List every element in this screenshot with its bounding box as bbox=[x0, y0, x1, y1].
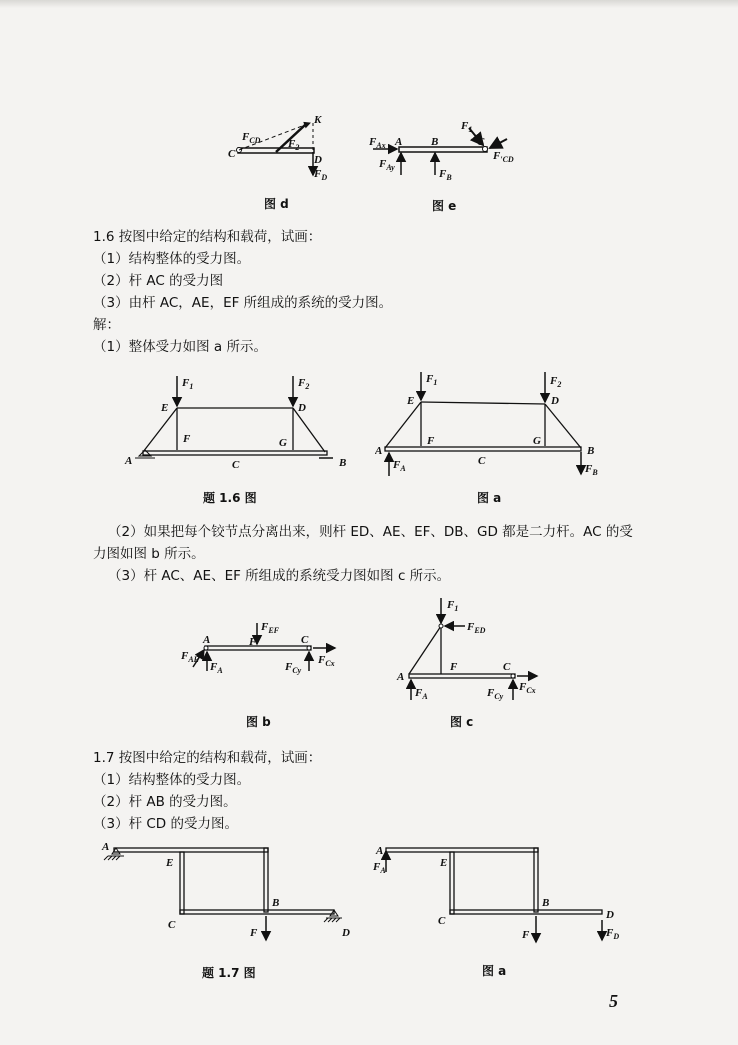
label-f2: $F_2$ bbox=[298, 377, 310, 391]
svg-text:F: F bbox=[522, 929, 530, 941]
figure-b-diagram bbox=[175, 615, 345, 690]
label-fcd: $F_{CD}$ bbox=[242, 131, 261, 145]
caption-fig-1-7: 题 1.7 图 bbox=[202, 966, 256, 980]
svg-text:A: A bbox=[397, 671, 405, 683]
svg-text:A: A bbox=[203, 634, 211, 646]
svg-text:B: B bbox=[587, 445, 595, 457]
svg-text:C: C bbox=[478, 455, 486, 467]
problem-1-6-item-3: （3）由杆 AC，AE，EF 所组成的系统的受力图。 bbox=[93, 295, 393, 311]
svg-text:B: B bbox=[339, 457, 347, 469]
svg-text:E: E bbox=[440, 857, 448, 869]
caption-fig-1-6: 题 1.6 图 bbox=[203, 491, 257, 505]
svg-text:B: B bbox=[431, 136, 439, 148]
label-fax: $F_{Ax}$ bbox=[369, 136, 386, 150]
svg-text:B: B bbox=[272, 897, 280, 909]
label-fcx: $F_{Cx}$ bbox=[519, 681, 536, 695]
svg-text:C: C bbox=[477, 136, 485, 148]
caption-fig-e: 图 e bbox=[432, 199, 457, 213]
label-fef: $F_{EF}$ bbox=[261, 621, 280, 635]
problem-1-7-item-1: （1）结构整体的受力图。 bbox=[93, 772, 251, 788]
solution-2b: 力图如图 b 所示。 bbox=[93, 546, 205, 562]
svg-text:C: C bbox=[232, 459, 240, 471]
svg-text:A: A bbox=[375, 445, 383, 457]
problem-1-7-title: 1.7 按图中给定的结构和载荷，试画： bbox=[93, 750, 322, 766]
svg-text:F: F bbox=[450, 661, 458, 673]
svg-text:B: B bbox=[542, 897, 550, 909]
solution-label: 解： bbox=[93, 317, 120, 333]
svg-text:E: E bbox=[407, 395, 415, 407]
svg-text:D: D bbox=[314, 154, 322, 166]
label-fcy: $F_{Cy}$ bbox=[285, 661, 302, 675]
label-fd: $F_D$ bbox=[606, 927, 620, 941]
label-fay: $F_{Ay}$ bbox=[379, 158, 395, 172]
svg-text:F: F bbox=[183, 433, 191, 445]
label-f2: $F_2$ bbox=[550, 375, 562, 389]
label-f1: $F_1$ bbox=[182, 377, 194, 391]
label-fa: $F_A$ bbox=[415, 687, 428, 701]
svg-text:C: C bbox=[301, 634, 309, 646]
svg-text:K: K bbox=[314, 114, 322, 126]
label-f1: $F_1$ bbox=[447, 599, 459, 613]
svg-text:E: E bbox=[161, 402, 169, 414]
force-fcd-prime-arrow bbox=[490, 139, 507, 148]
svg-text:C: C bbox=[228, 148, 236, 160]
svg-text:D: D bbox=[606, 909, 614, 921]
figure-d-diagram bbox=[210, 110, 340, 185]
label-fb: $F_B$ bbox=[585, 463, 598, 477]
figure-1-7-diagram bbox=[100, 840, 360, 950]
svg-text:G: G bbox=[533, 435, 541, 447]
label-fae: $F_{AE}$ bbox=[181, 650, 200, 664]
caption-fig-c: 图 c bbox=[450, 715, 474, 729]
problem-1-7-item-3: （3）杆 CD 的受力图。 bbox=[93, 816, 238, 832]
solution-2a: （2）如果把每个铰节点分离出来，则杆 ED、AE、EF、DB、GD 都是二力杆。AC 的受 bbox=[108, 524, 633, 540]
problem-1-6-item-2: （2）杆 AC 的受力图 bbox=[93, 273, 224, 289]
caption-fig-d: 图 d bbox=[264, 197, 289, 211]
caption-fig-b: 图 b bbox=[246, 715, 271, 729]
label-fa: $F_A$ bbox=[373, 861, 386, 875]
label-fd: $F_D$ bbox=[314, 168, 328, 182]
label-fa: $F_A$ bbox=[393, 459, 406, 473]
svg-text:A: A bbox=[125, 455, 133, 467]
label-f2: $F_2$ bbox=[288, 138, 300, 152]
problem-1-6-item-1: （1）结构整体的受力图。 bbox=[93, 251, 251, 267]
bar-ac bbox=[399, 147, 487, 152]
problem-1-6-title: 1.6 按图中给定的结构和载荷，试画： bbox=[93, 229, 322, 245]
figure-a-1-7-diagram bbox=[370, 840, 630, 950]
svg-text:A: A bbox=[102, 841, 110, 853]
svg-text:C: C bbox=[438, 915, 446, 927]
label-fcy: $F_{Cy}$ bbox=[487, 687, 504, 701]
problem-1-7-item-2: （2）杆 AB 的受力图。 bbox=[93, 794, 237, 810]
caption-fig-a-1: 图 a bbox=[477, 491, 502, 505]
svg-text:D: D bbox=[298, 402, 306, 414]
svg-text:E: E bbox=[166, 857, 174, 869]
label-fcd-prime: $F_{'CD}$ bbox=[493, 150, 514, 164]
scan-edge bbox=[0, 0, 738, 8]
svg-text:G: G bbox=[279, 437, 287, 449]
figure-e-diagram bbox=[365, 115, 525, 190]
svg-text:A: A bbox=[376, 845, 384, 857]
svg-text:F: F bbox=[427, 435, 435, 447]
caption-fig-a-2: 图 a bbox=[482, 964, 507, 978]
svg-text:C: C bbox=[503, 661, 511, 673]
label-fcx: $F_{Cx}$ bbox=[318, 654, 335, 668]
svg-text:F: F bbox=[250, 927, 258, 939]
label-fa: $F_A$ bbox=[210, 661, 223, 675]
page-number: 5 bbox=[609, 991, 618, 1011]
label-fb: $F_B$ bbox=[439, 168, 452, 182]
figure-c-diagram bbox=[395, 592, 545, 702]
figure-a-1-6-diagram bbox=[375, 368, 615, 478]
svg-text:D: D bbox=[551, 395, 559, 407]
solution-3: （3）杆 AC、AE、EF 所组成的系统受力图如图 c 所示。 bbox=[108, 568, 451, 584]
label-f1: $F_1$ bbox=[426, 373, 438, 387]
svg-text:A: A bbox=[395, 136, 403, 148]
svg-text:C: C bbox=[168, 919, 176, 931]
solution-1: （1）整体受力如图 a 所示。 bbox=[93, 339, 267, 355]
label-f1: $F_1$ bbox=[461, 120, 473, 134]
label-fed: $F_{ED}$ bbox=[467, 621, 486, 635]
figure-1-6-diagram bbox=[115, 368, 355, 478]
svg-text:D: D bbox=[342, 927, 350, 939]
svg-text:F: F bbox=[249, 636, 257, 648]
